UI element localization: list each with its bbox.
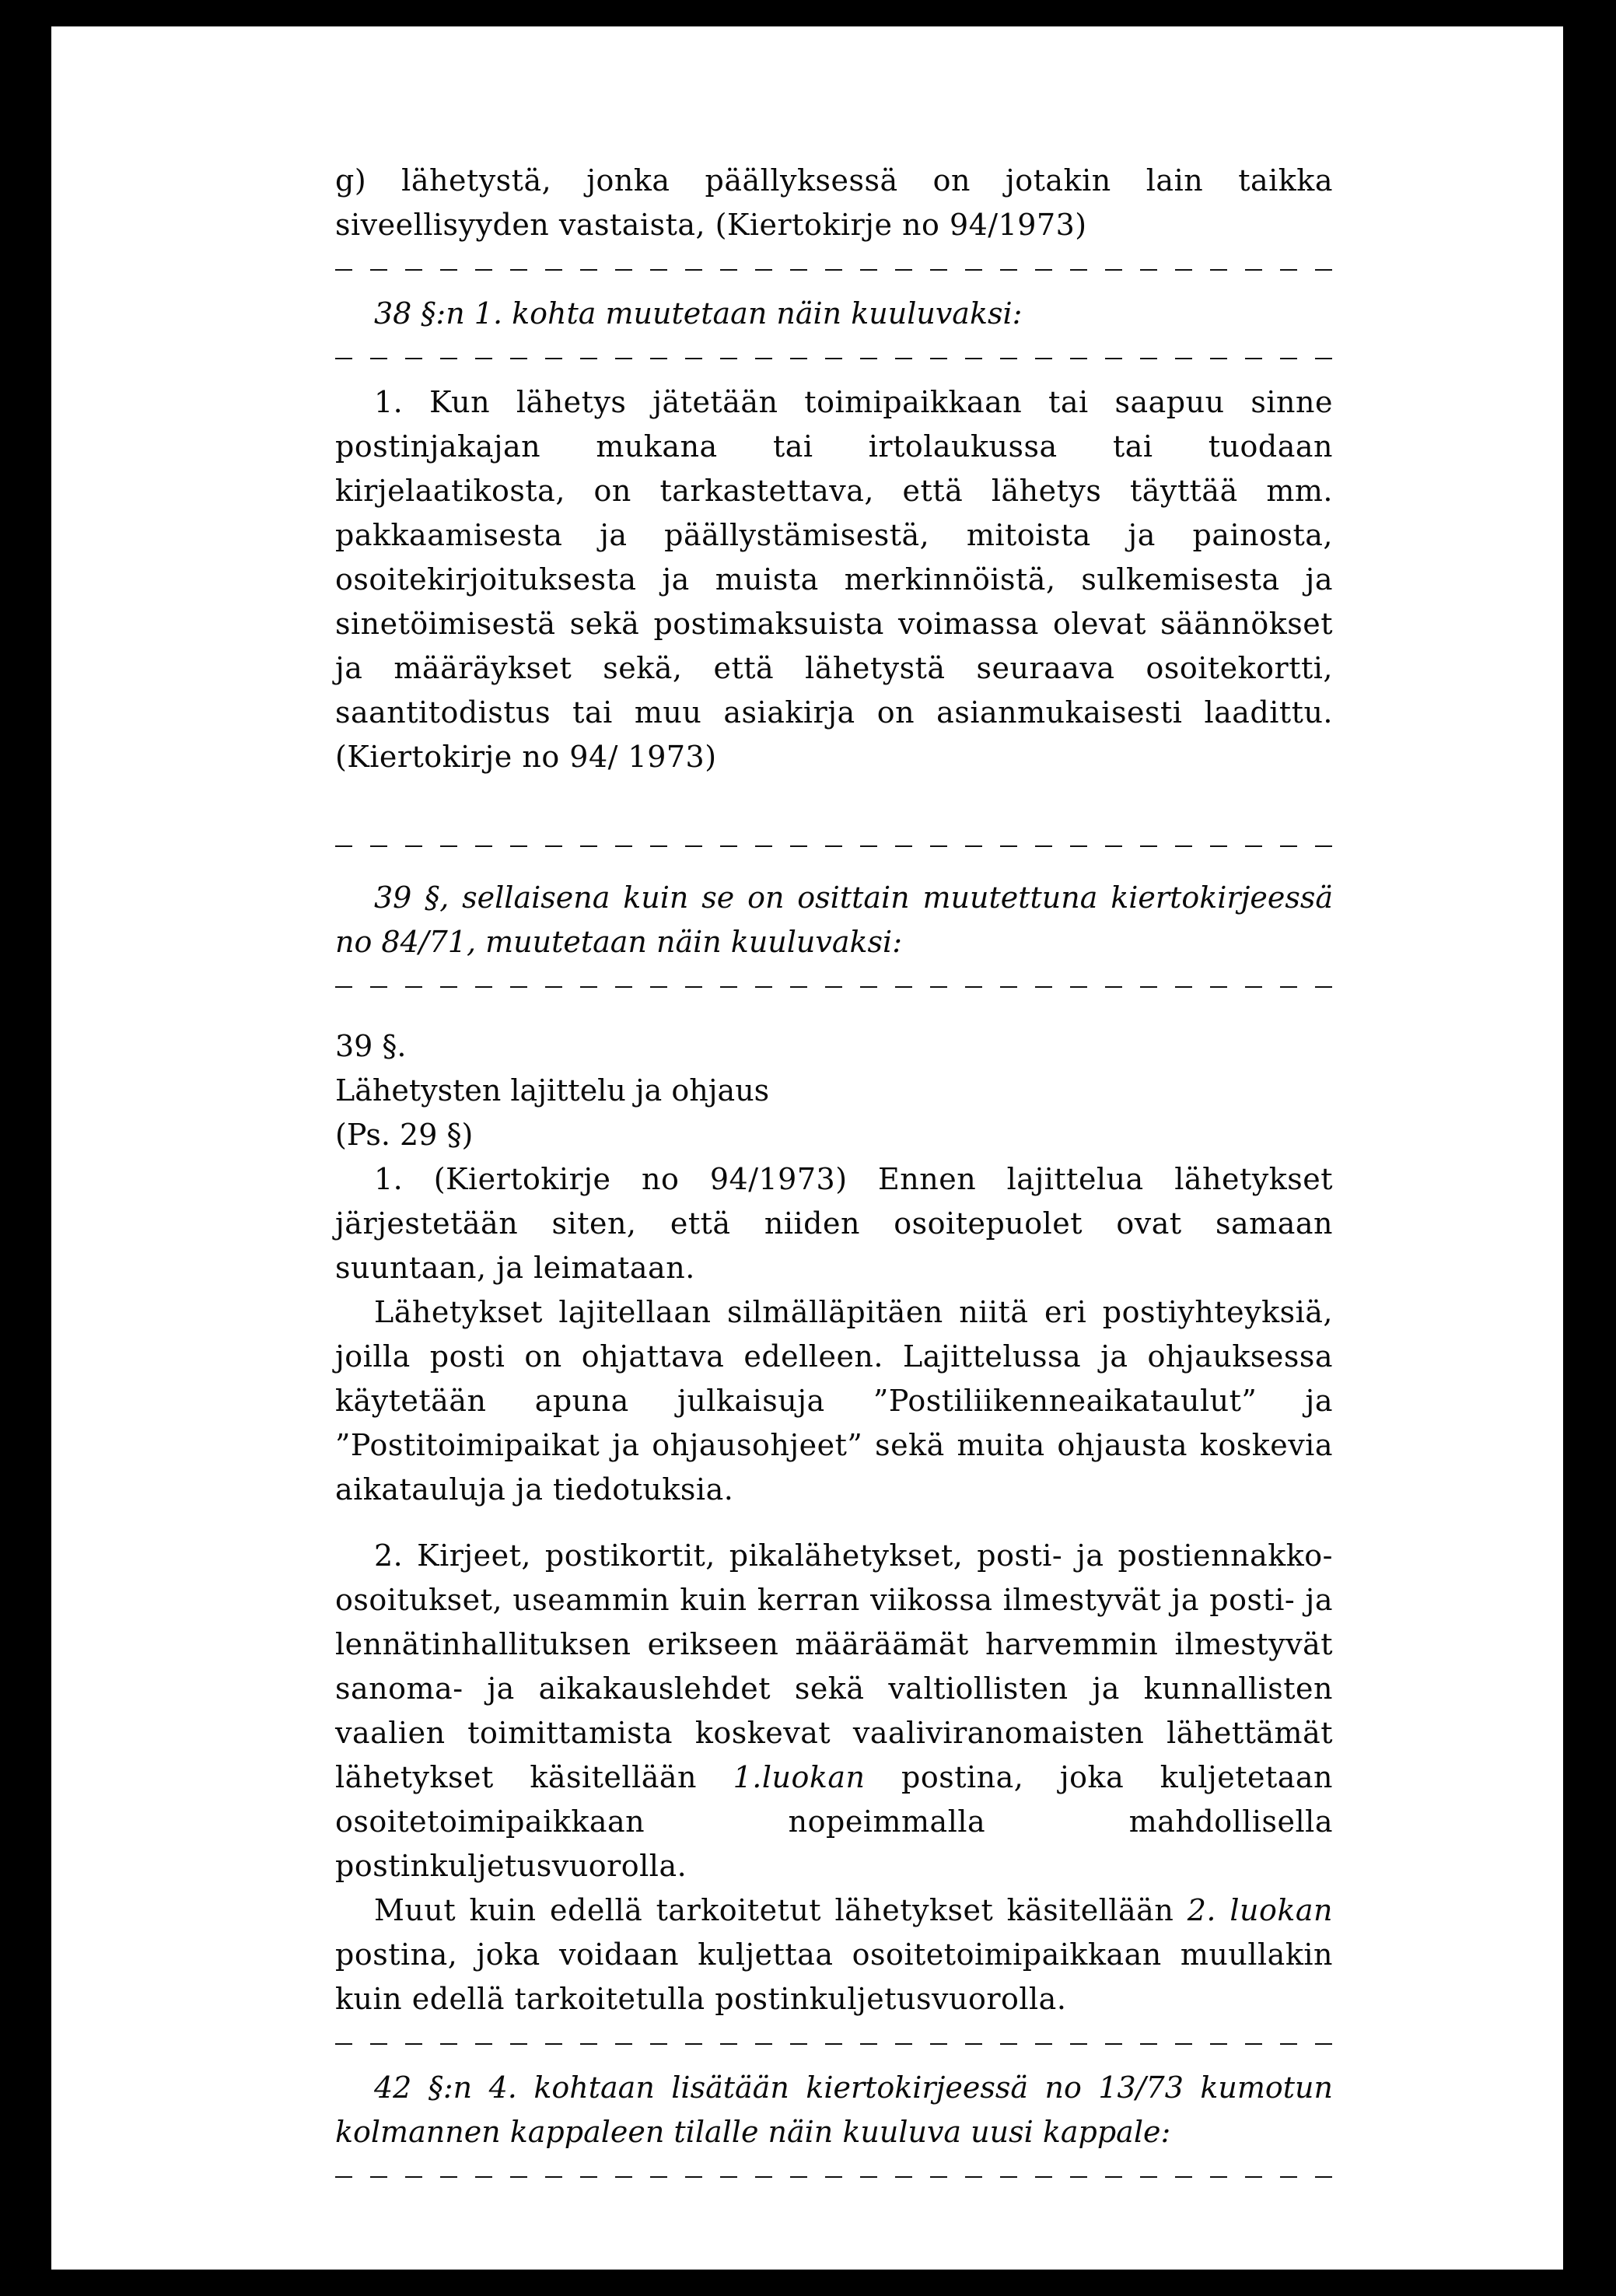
document-page [51,26,1563,2270]
section-39-reference: (Ps. 29 §) [335,1118,474,1152]
section-39-number: 39 §. [335,1029,407,1063]
omission-dashes [335,2154,1333,2199]
text-column [335,159,1333,2199]
section-39-title: Lähetysten lajittelu ja ohjaus [335,1073,770,1108]
amendment-39-heading: 39 §, sellaisena kuin se on osittain muutettuna kiertokirjeessä no 84/71, muutetaan näin kuuluvaksi: [335,880,1333,959]
omission-dashes [335,964,1333,1009]
omission-dashes [335,2021,1333,2066]
section-39-item-1: 1. (Kiertokirje no 94/1973) Ennen lajittelua lähetykset järjestetään siten, että niiden osoitepuolet ovat samaan suuntaan, ja leimataan. [335,1162,1333,1285]
second-class-term: 2. luokan [1187,1893,1333,1927]
section-39-item-2: 2. Kirjeet, postikortit, pikalähetykset, posti- ja postiennakko-osoitukset, useammin kuin kerran viikossa ilmestyvät ja posti- ja lennätinhallituksen erikseen määräämät harvemmin ilmestyvät sanoma- ja aikakauslehdet sekä valtiollisten ja kunnallisten vaalien toimittamista koskevat vaaliviranomaisten lähettämät lähetykset käsitellään 1.luokan postina, joka kuljetetaan osoitetoimipaikkaan nopeimmalla mahdollisella postinkuljetusvuorolla. [335,1538,1334,1883]
first-class-term: 1.luokan [733,1760,866,1794]
amendment-38-heading: 38 §:n 1. kohta muutetaan näin kuuluvaksi: [374,296,1023,331]
section-39-item-2-paragraph-2: Muut kuin edellä tarkoitetut lähetykset käsitellään 2. luokan postina, joka voidaan kuljettaa osoitetoimipaikkaan muullakin kuin edellä tarkoitetulla postinkuljetusvuorolla. [335,1893,1333,2016]
section-38-item-1: 1. Kun lähetys jätetään toimipaikkaan tai saapuu sinne postinjakajan mukana tai irtolaukussa tai tuodaan kirjelaatikosta, on tarkastettava, että lähetys täyttää mm. pakkaamisesta ja päällystämisestä, mitoista ja painosta, osoitekirjoituksesta ja muista merkinnöistä, sulkemisesta ja sinetöimisestä sekä postimaksuista voimassa olevat säännökset ja määräykset sekä, että lähetystä seuraava osoitekortti, saantitodistus tai muu asiakirja on asianmukaisesti laadittu. (Kiertokirje no 94/ 1973) [335,385,1333,774]
omission-dashes [335,824,1333,868]
paragraph-g: g) lähetystä, jonka päällyksessä on jotakin lain taikka siveellisyyden vastaista, (Kiertokirje no 94/1973) [335,163,1333,242]
amendment-42-heading: 42 §:n 4. kohtaan lisätään kiertokirjeessä no 13/73 kumotun kolmannen kappaleen tilalle näin kuuluva uusi kappale: [335,2070,1333,2149]
omission-dashes [335,247,1333,292]
omission-dashes [335,336,1333,380]
section-39-item-1-paragraph-2: Lähetykset lajitellaan silmälläpitäen niitä eri postiyhteyksiä, joilla posti on ohjattava edelleen. Lajittelussa ja ohjauksessa käytetään apuna julkaisuja ”Postiliikenneaikataulut” ja ”Postitoimipaikat ja ohjausohjeet” sekä muita ohjausta koskevia aikatauluja ja tiedotuksia. [335,1295,1333,1507]
